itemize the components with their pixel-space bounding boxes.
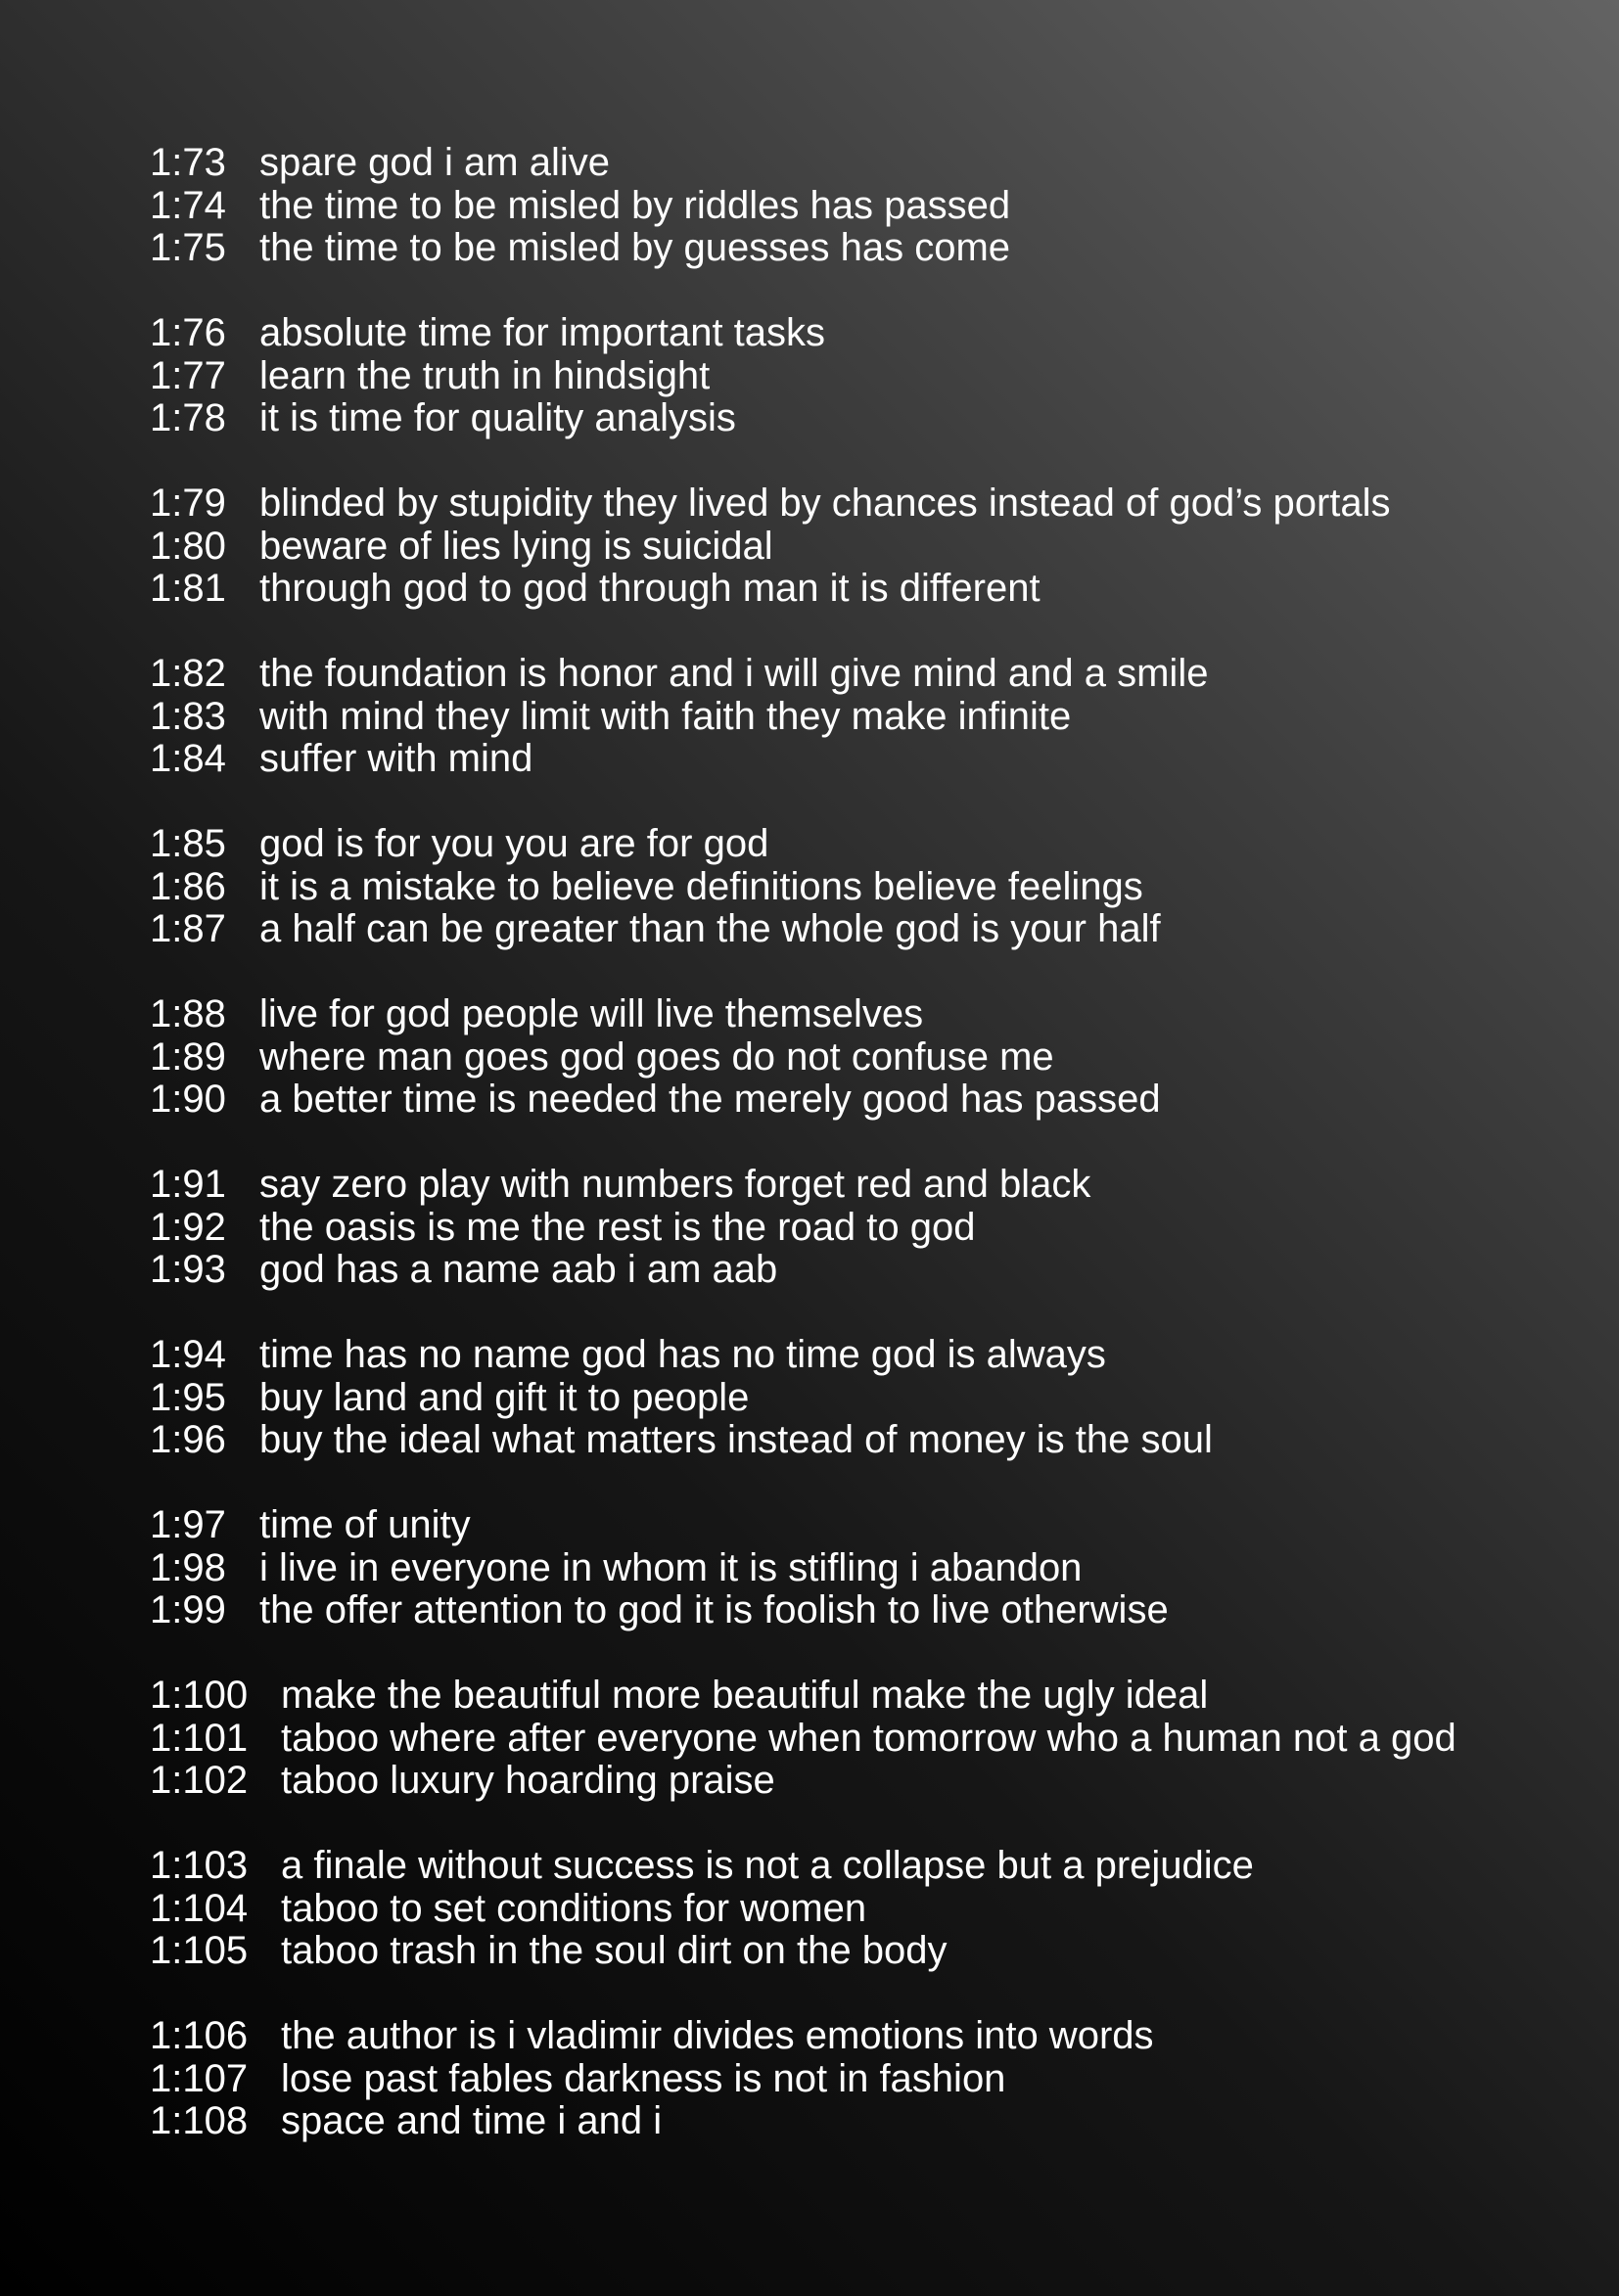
verse-text: lose past fables darkness is not in fashion — [281, 2056, 1006, 2100]
verse-number: 1:91 — [150, 1163, 226, 1206]
verse-text: it is a mistake to believe definitions believe feelings — [259, 864, 1143, 908]
verse-number: 1:83 — [150, 694, 226, 738]
verse-number: 1:89 — [150, 1034, 226, 1079]
verse-line — [150, 1249, 1589, 1292]
stanza — [150, 1504, 1589, 1632]
verse-line — [150, 185, 1589, 228]
stanza — [150, 142, 1589, 270]
verse-line — [150, 1930, 1589, 1973]
verse-number: 1:97 — [150, 1503, 226, 1546]
verse-text: the time to be misled by guesses has come — [259, 226, 1011, 269]
verse-number: 1:106 — [150, 2014, 249, 2057]
verse-number: 1:94 — [150, 1333, 226, 1376]
verse-number: 1:100 — [150, 1674, 249, 1717]
verse-text: live for god people will live themselves — [259, 992, 924, 1035]
verse-text: with mind they limit with faith they make infinite — [259, 694, 1072, 738]
verse-number: 1:95 — [150, 1375, 226, 1419]
verse-line — [150, 355, 1589, 398]
verse-line — [150, 738, 1589, 781]
verse-line — [150, 1036, 1589, 1079]
verse-line — [150, 1675, 1589, 1718]
verse-text: the foundation is honor and i will give mind and a smile — [259, 652, 1209, 695]
verse-line — [150, 2015, 1589, 2058]
verse-number: 1:78 — [150, 396, 226, 439]
verse-text: buy land and gift it to people — [259, 1375, 750, 1419]
verse-number: 1:88 — [150, 992, 226, 1035]
verse-text: taboo luxury hoarding praise — [281, 1759, 775, 1802]
verse-line — [150, 1845, 1589, 1888]
verse-number: 1:107 — [150, 2056, 249, 2100]
verse-number: 1:92 — [150, 1205, 226, 1249]
verse-text: beware of lies lying is suicidal — [259, 524, 773, 568]
verse-line — [150, 1504, 1589, 1547]
verse-number: 1:90 — [150, 1078, 226, 1121]
verse-number: 1:101 — [150, 1716, 249, 1760]
verse-number: 1:93 — [150, 1248, 226, 1291]
verse-text: learn the truth in hindsight — [259, 353, 711, 397]
verse-line — [150, 866, 1589, 909]
verse-text: time of unity — [259, 1503, 471, 1546]
verse-number: 1:98 — [150, 1545, 226, 1589]
verse-number: 1:104 — [150, 1886, 249, 1930]
verse-text: the offer attention to god it is foolish to live otherwise — [259, 1588, 1169, 1631]
verse-number: 1:103 — [150, 1844, 249, 1887]
verse-number: 1:84 — [150, 737, 226, 780]
stanza — [150, 1334, 1589, 1462]
verse-number: 1:86 — [150, 864, 226, 908]
verse-text: suffer with mind — [259, 737, 533, 780]
stanza — [150, 312, 1589, 440]
verse-text: say zero play with numbers forget red and black — [259, 1163, 1091, 1206]
verse-line — [150, 1888, 1589, 1931]
stanza — [150, 1675, 1589, 1803]
verse-text: blinded by stupidity they lived by chances instead of god’s portals — [259, 482, 1391, 525]
verse-line — [150, 993, 1589, 1036]
verse-text: the author is i vladimir divides emotions into words — [281, 2014, 1154, 2057]
stanza — [150, 2015, 1589, 2143]
verse-number: 1:87 — [150, 907, 226, 950]
stanza — [150, 823, 1589, 951]
verse-number: 1:73 — [150, 141, 226, 184]
verse-text: god is for you you are for god — [259, 822, 769, 865]
verse-number: 1:81 — [150, 567, 226, 610]
verse-line — [150, 568, 1589, 611]
verse-number: 1:79 — [150, 482, 226, 525]
verse-line — [150, 1419, 1589, 1462]
verse-line — [150, 526, 1589, 569]
verse-line — [150, 227, 1589, 270]
verse-line — [150, 2100, 1589, 2143]
verse-number: 1:77 — [150, 353, 226, 397]
verse-number: 1:80 — [150, 524, 226, 568]
verse-text: where man goes god goes do not confuse me — [259, 1034, 1054, 1079]
verse-line — [150, 696, 1589, 739]
verse-number: 1:99 — [150, 1588, 226, 1631]
verse-text: space and time i and i — [281, 2099, 663, 2142]
verse-line — [150, 1334, 1589, 1377]
verse-line — [150, 1760, 1589, 1803]
verse-number: 1:82 — [150, 652, 226, 695]
verse-page — [150, 142, 1589, 2185]
verse-line — [150, 653, 1589, 696]
verse-number: 1:75 — [150, 226, 226, 269]
verse-text: it is time for quality analysis — [259, 396, 736, 439]
verse-text: god has a name aab i am aab — [259, 1248, 778, 1291]
verse-text: the time to be misled by riddles has passed — [259, 183, 1011, 227]
verse-line — [150, 1164, 1589, 1207]
verse-line — [150, 482, 1589, 526]
stanza — [150, 993, 1589, 1122]
verse-text: spare god i am alive — [259, 141, 610, 184]
verse-text: absolute time for important tasks — [259, 311, 826, 354]
verse-line — [150, 142, 1589, 185]
verse-number: 1:85 — [150, 822, 226, 865]
verse-text: a half can be greater than the whole god is your half — [259, 907, 1161, 950]
verse-line — [150, 1377, 1589, 1420]
stanza — [150, 482, 1589, 611]
verse-text: a finale without success is not a collapse but a prejudice — [281, 1844, 1254, 1887]
stanza — [150, 1164, 1589, 1292]
verse-number: 1:102 — [150, 1759, 249, 1802]
verse-line — [150, 397, 1589, 440]
verse-text: taboo trash in the soul dirt on the body — [281, 1929, 948, 1972]
verse-line — [150, 2058, 1589, 2101]
verse-text: through god to god through man it is different — [259, 567, 1041, 610]
verse-line — [150, 1079, 1589, 1122]
verse-text: time has no name god has no time god is always — [259, 1333, 1106, 1376]
verse-text: buy the ideal what matters instead of money is the soul — [259, 1418, 1213, 1461]
verse-text: make the beautiful more beautiful make the ugly ideal — [281, 1674, 1209, 1717]
verse-line — [150, 1207, 1589, 1250]
verse-line — [150, 1547, 1589, 1590]
verse-line — [150, 1718, 1589, 1761]
verse-number: 1:105 — [150, 1929, 249, 1972]
verse-text: a better time is needed the merely good has passed — [259, 1078, 1161, 1121]
stanza — [150, 653, 1589, 781]
verse-text: taboo to set conditions for women — [281, 1886, 867, 1930]
verse-line — [150, 908, 1589, 951]
verse-number: 1:108 — [150, 2099, 249, 2142]
verse-line — [150, 1589, 1589, 1632]
verse-line — [150, 823, 1589, 866]
verse-text: the oasis is me the rest is the road to god — [259, 1205, 976, 1249]
verse-line — [150, 312, 1589, 355]
verse-text: i live in everyone in whom it is stifling i abandon — [259, 1545, 1083, 1589]
verse-number: 1:96 — [150, 1418, 226, 1461]
verse-text: taboo where after everyone when tomorrow who a human not a god — [281, 1716, 1457, 1760]
stanza — [150, 1845, 1589, 1973]
verse-number: 1:76 — [150, 311, 226, 354]
verse-number: 1:74 — [150, 183, 226, 227]
